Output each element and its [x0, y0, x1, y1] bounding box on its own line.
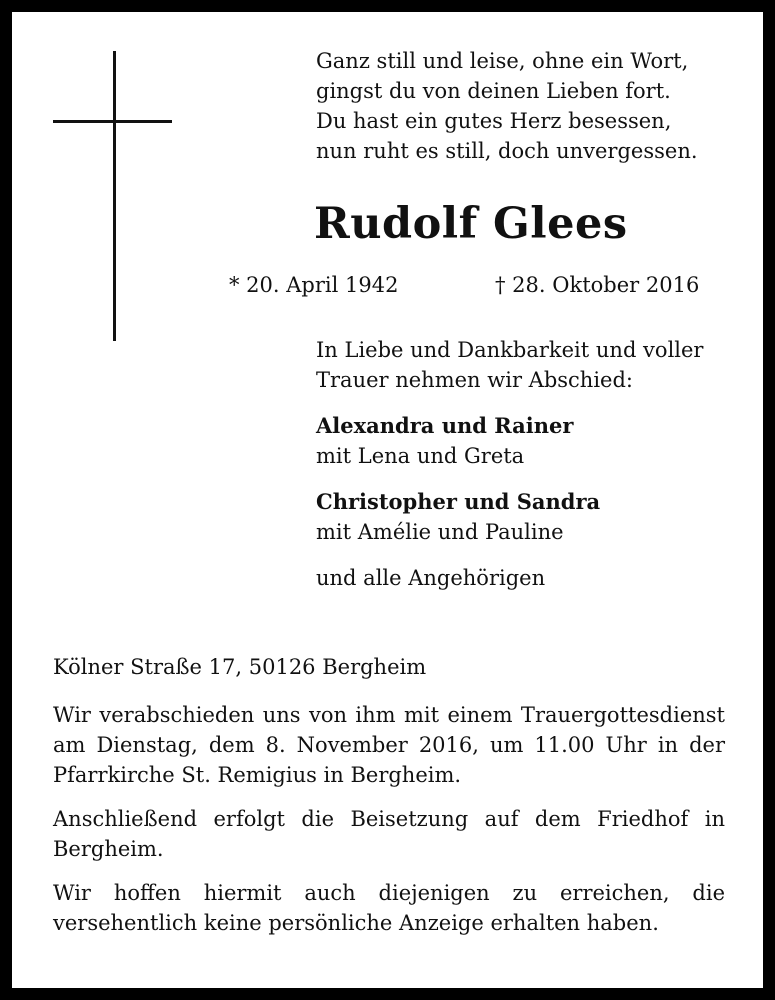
address: Kölner Straße 17, 50126 Bergheim: [53, 655, 427, 679]
mourning-intro: Trauer nehmen wir Abschied:: [316, 368, 633, 392]
cross-icon-vertical: [113, 51, 116, 341]
family-children: mit Amélie und Pauline: [316, 520, 564, 544]
poem-line: gingst du von deinen Lieben fort.: [316, 79, 671, 103]
family-name: Christopher und Sandra: [316, 489, 601, 514]
service-info: Wir verabschieden uns von ihm mit einem Trauergottesdienst am Dienstag, dem 8. November 2016, um 11.00 Uhr in der Pfarrkirche St. Remigius in Bergheim.: [53, 703, 725, 787]
poem-line: Du hast ein gutes Herz besessen,: [316, 109, 672, 133]
closing-note: Wir hoffen hiermit auch diejenigen zu erreichen, die versehentlich keine persönliche Anzeige erhalten haben.: [53, 881, 725, 935]
poem-line: nun ruht es still, doch unvergessen.: [316, 139, 698, 163]
family-children: mit Lena und Greta: [316, 444, 525, 468]
burial-info: Anschließend erfolgt die Beisetzung auf dem Friedhof in Bergheim.: [53, 807, 725, 861]
mourners-section: [316, 335, 736, 593]
other-relatives: und alle Angehörigen: [316, 566, 546, 590]
cross-icon-horizontal: [53, 120, 172, 123]
mourning-intro: In Liebe und Dankbarkeit und voller: [316, 338, 704, 362]
poem: [316, 46, 736, 166]
deceased-name: Rudolf Glees: [314, 199, 628, 249]
birth-date: * 20. April 1942: [229, 273, 399, 297]
death-date: † 28. Oktober 2016: [495, 273, 700, 297]
details-section: [53, 652, 725, 952]
family-name: Alexandra und Rainer: [316, 413, 574, 438]
poem-line: Ganz still und leise, ohne ein Wort,: [316, 49, 689, 73]
